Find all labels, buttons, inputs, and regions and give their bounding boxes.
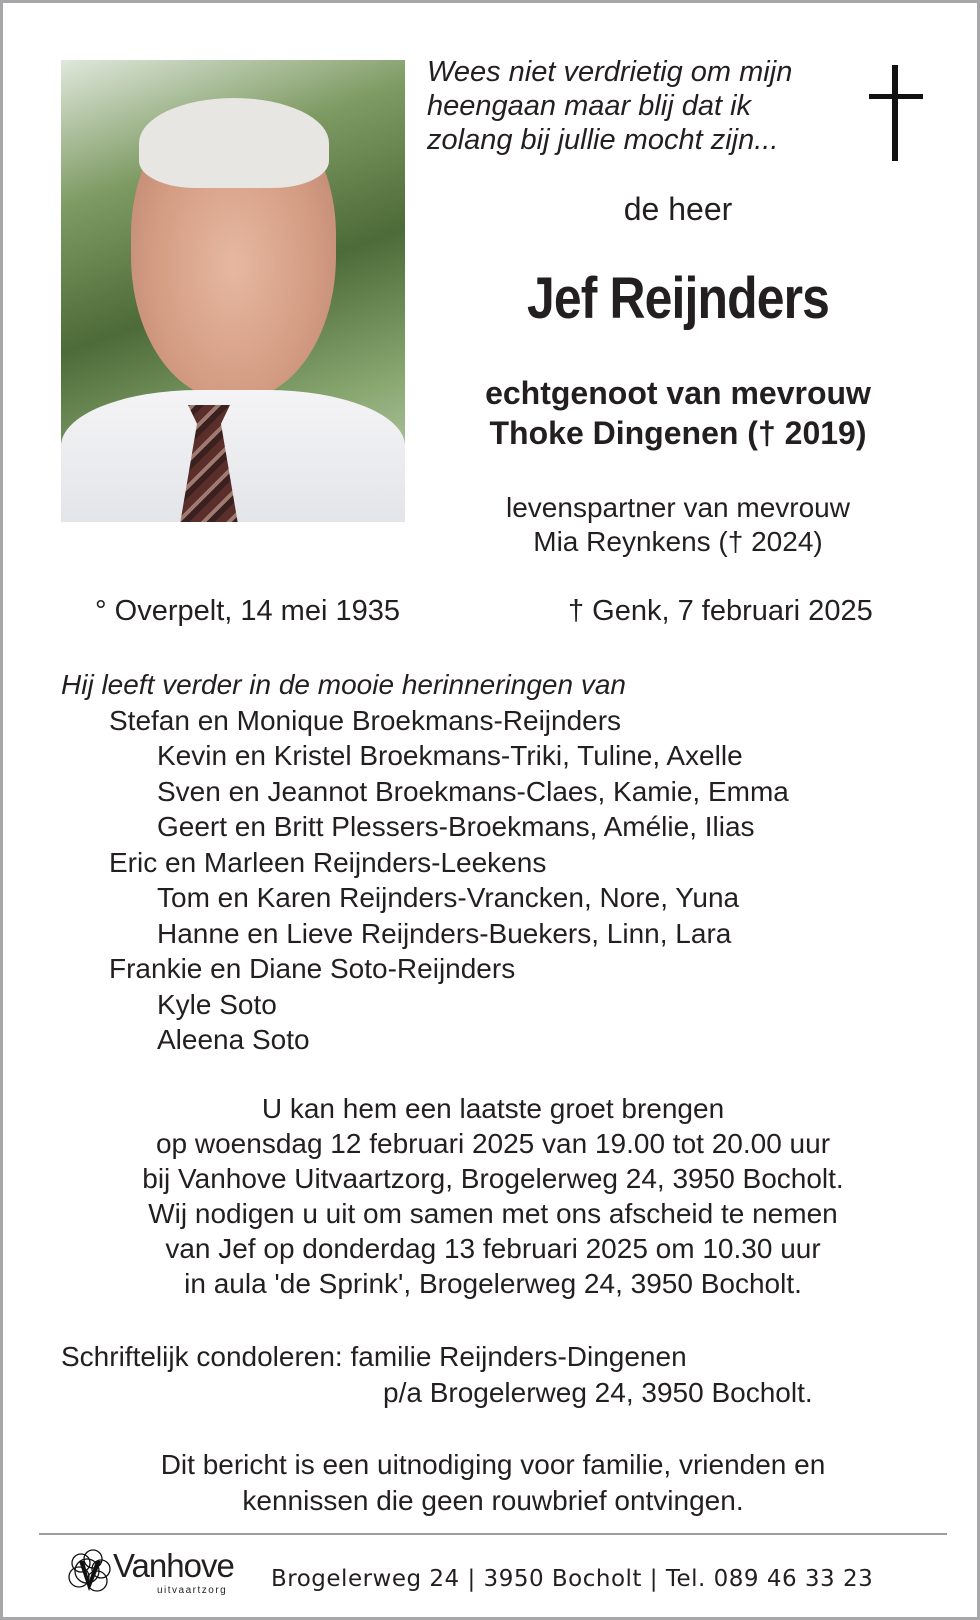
footer-address: Brogelerweg 24 | 3950 Bocholt | Tel. 089 46 33 23 — [271, 1566, 874, 1592]
list-item: Tom en Karen Reijnders-Vrancken, Nore, Yuna — [157, 882, 740, 913]
list-item: Kevin en Kristel Broekmans-Triki, Tuline, Axelle — [157, 740, 743, 771]
family-list — [61, 667, 789, 1058]
spouse-info — [433, 373, 923, 453]
service-line: in aula 'de Sprink', Brogelerweg 24, 3950 Bocholt. — [184, 1268, 802, 1299]
condolence-info — [61, 1339, 813, 1411]
list-item: Hanne en Lieve Reijnders-Buekers, Linn, Lara — [157, 917, 732, 949]
invitation-note — [63, 1447, 923, 1519]
honorific: de heer — [623, 191, 733, 227]
brand-name: Vanhove — [113, 1547, 234, 1584]
service-line: U kan hem een laatste groet brengen — [261, 1093, 725, 1124]
quote-line: heengaan maar blij dat ik — [427, 90, 752, 122]
birth-info: ° Overpelt, 14 mei 1935 — [95, 595, 400, 627]
vanhove-logo — [65, 1543, 255, 1605]
service-line: Wij nodigen u uit om samen met ons afscheid te nemen — [148, 1198, 838, 1229]
list-item: Geert en Britt Plessers-Broekmans, Amélie, Ilias — [157, 811, 755, 842]
portrait-photo — [61, 60, 405, 522]
list-item: Sven en Jeannot Broekmans-Claes, Kamie, Emma — [157, 775, 789, 807]
list-item: Eric en Marleen Reijnders-Leekens — [109, 846, 547, 878]
condolence-address: p/a Brogelerweg 24, 3950 Bocholt. — [383, 1377, 813, 1408]
quote-line: Wees niet verdrietig om mijn — [427, 56, 793, 88]
family-intro: Hij leeft verder in de mooie herinneringen van — [61, 669, 626, 700]
vanhove-logo-icon — [67, 1547, 113, 1597]
death-info: † Genk, 7 februari 2025 — [568, 595, 873, 627]
partner-line: levenspartner van mevrouw — [506, 492, 850, 523]
quote-line: zolang bij jullie mocht zijn... — [427, 124, 779, 156]
partner-info — [433, 491, 923, 559]
list-item: Frankie en Diane Soto-Reijnders — [109, 953, 516, 984]
invitation-line: kennissen die geen rouwbrief ontvingen. — [242, 1485, 744, 1516]
service-line: op woensdag 12 februari 2025 van 19.00 tot 20.00 uur — [155, 1128, 831, 1159]
brand-subtitle: uitvaartzorg — [157, 1585, 228, 1596]
partner-line: Mia Reynkens († 2024) — [533, 526, 823, 557]
condolence-line: Schriftelijk condoleren: familie Reijnders-Dingenen — [61, 1341, 687, 1372]
invitation-line: Dit bericht is een uitnodiging voor familie, vrienden en — [160, 1449, 826, 1480]
hair-shape — [139, 98, 329, 188]
spouse-line: echtgenoot van mevrouw — [485, 375, 871, 411]
service-line: bij Vanhove Uitvaartzorg, Brogelerweg 24, 3950 Bocholt. — [142, 1163, 844, 1194]
service-line: van Jef op donderdag 13 februari 2025 om 10.30 uur — [165, 1233, 821, 1264]
list-item: Kyle Soto — [157, 988, 277, 1020]
quote — [427, 55, 792, 157]
service-info — [63, 1091, 923, 1301]
deceased-name: Jef Reijnders — [526, 266, 830, 331]
list-item: Aleena Soto — [157, 1024, 310, 1055]
latin-cross-icon — [869, 65, 923, 161]
list-item: Stefan en Monique Broekmans-Reijnders — [109, 704, 622, 736]
divider — [39, 1533, 947, 1535]
spouse-line: Thoke Dingenen († 2019) — [489, 415, 867, 451]
